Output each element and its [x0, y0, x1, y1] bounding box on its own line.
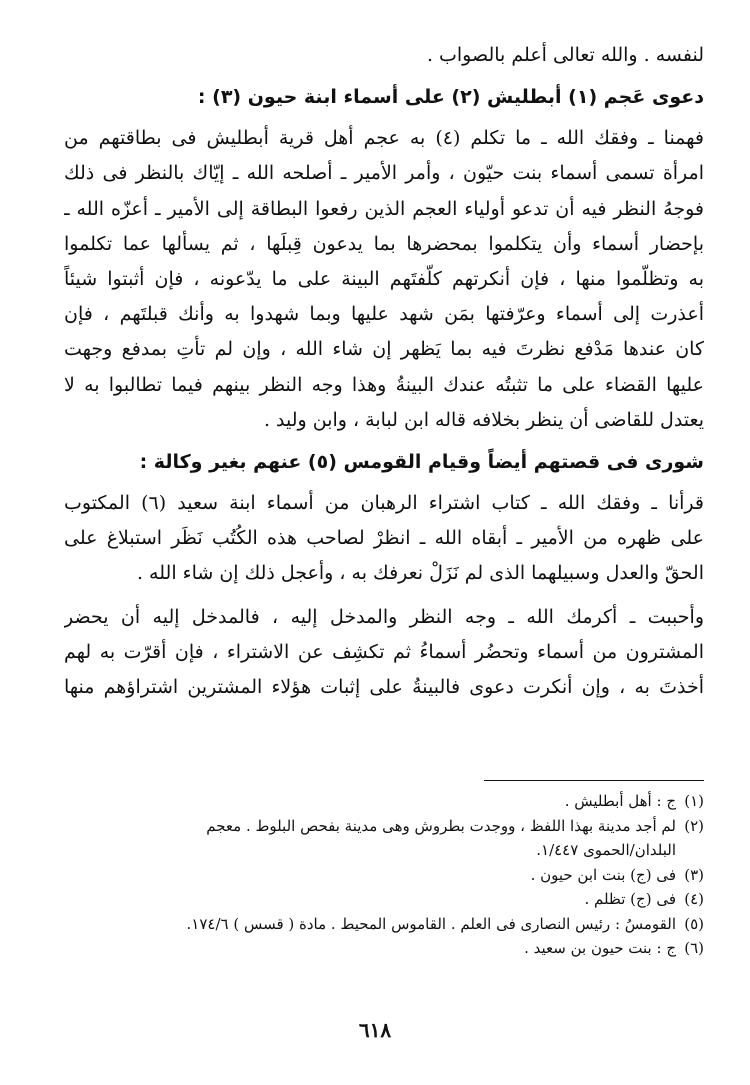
footnote: [60, 789, 704, 814]
text-line: فهمنا ـ وفقك الله ـ ما تكلم (٤) به عجم أهل قرية أبطليش فى بطاقتهم من: [64, 127, 704, 150]
text-line: قرأنا ـ وفقك الله ـ كتاب اشتراء الرهبان من أسماء ابنة سعيد (٦) المكتوب: [64, 492, 704, 515]
text-line: به وتظلّموا منها ، فإن أنكرتهم كلّفتَهم البينة على ما يدّعونه ، فإن أثبتوا شيئاً: [64, 268, 704, 291]
paragraph-gap: [64, 592, 704, 600]
footnote-text: ج : بنت حيون بن سعيد .: [524, 939, 676, 957]
paragraph-reading: [64, 486, 704, 592]
footnote-number: (٥): [684, 914, 704, 933]
text-line: أعذرت إلى أسماء وعرّفتها بمَن شهد عليها وبما شهدوا به وأنك قبلتَهم ، فإن: [64, 303, 704, 326]
text-line: أخذتَ به ، وإن أنكرت دعوى فالبينةُ على إثبات هؤلاء المشترين اشتراؤهم منها: [64, 676, 704, 699]
section-heading-claim: دعوى عَجم (١) أبطليش (٢) على أسماء ابنة حيون (٣) :: [197, 86, 704, 109]
footnote-number: (٦): [684, 939, 704, 957]
footnote-continuation: البلدان/الحموى ١/٤٤٧.: [536, 841, 676, 859]
page-number: ٦١٨: [358, 1018, 392, 1042]
text-line: فوجهُ النظر فيه أن تدعو أولياء العجم الذين رفعوا البطاقة إلى الأمير ـ أعزّه الله ـ: [64, 197, 704, 220]
footnote-text: لم أجد مدينة بهذا اللفظ ، ووجدت بطروش وهى مدينة بفحص البلوط . معجم: [206, 816, 676, 835]
footnote: [60, 912, 704, 937]
footnote-text: ج : أهل أبطليش .: [564, 792, 676, 810]
text-line: عليها القضاء على ما تثبتُه عندك البينةُ وهذا وجه النظر بينهم فيما تطالبوا به لا: [64, 373, 704, 396]
text-line: كان عندها مَدْفع نظرتَ فيه بما يَظهر إن شاء الله ، وإن لم تأتِ بمدفع وجهت: [64, 338, 704, 361]
footnote-divider: [484, 780, 704, 781]
footnote: [60, 814, 704, 839]
section-heading-shura: شورى فى قصتهم أيضاً وقيام القومس (٥) عنهم بغير وكالة :: [139, 451, 704, 474]
footnotes: [60, 789, 704, 961]
footnote-text: فى (ج) تظلم .: [584, 890, 676, 908]
paragraph-procedure: [64, 600, 704, 706]
footnote: [60, 936, 704, 961]
footnote-number: (٢): [684, 816, 704, 835]
text-line: المشترون من أسماء وتحضُر أسماءُ ثم تكشِف عن الاشتراء ، فإن أقرّت به لهم: [64, 640, 704, 663]
footnote-number: (١): [684, 792, 704, 810]
paragraph-claim: [64, 121, 704, 438]
footnote-text: فى (ج) بنت ابن حيون .: [530, 865, 676, 884]
footnote-number: (٤): [684, 890, 704, 908]
opening-line: لنفسه . والله تعالى أعلم بالصواب .: [426, 44, 704, 66]
footnote-text: القومسُ : رئيس النصارى فى العلم . القاموس المحيط . مادة ( قسس ) ١٧٤/٦.: [186, 914, 676, 933]
footnote: [60, 863, 704, 888]
text-line: يعتدل للقاضى أن ينظر بخلافه قاله ابن لبابة ، وابن وليد .: [263, 408, 704, 431]
text-line: بإحضار أسماء وأن يتكلموا بمحضرها بما يدعون قِبلَها ، ثم يسألها عما تكلموا: [64, 232, 704, 255]
text-line: امرأة تسمى أسماء بنت حيّون ، وأمر الأمير ـ أصلحه الله ـ إيّاك بالنظر فى ذلك: [64, 162, 704, 185]
main-text: [64, 38, 704, 705]
footnote-number: (٣): [684, 865, 704, 884]
text-line: الحقّ والعدل وسبيلهما الذى لم نَزَلْ نعرفك به ، وأعجل ذلك إن شاء الله .: [136, 562, 704, 585]
text-line: وأحببت ـ أكرمك الله ـ وجه النظر والمدخل إليه ، فالمدخل إليه أن يحضر: [64, 605, 704, 628]
footnote: [60, 887, 704, 912]
text-line: على ظهره من الأمير ـ أبقاه الله ـ انظرْ لصاحب هذه الكُتُب نَظَر استبلاغ على: [64, 527, 704, 550]
